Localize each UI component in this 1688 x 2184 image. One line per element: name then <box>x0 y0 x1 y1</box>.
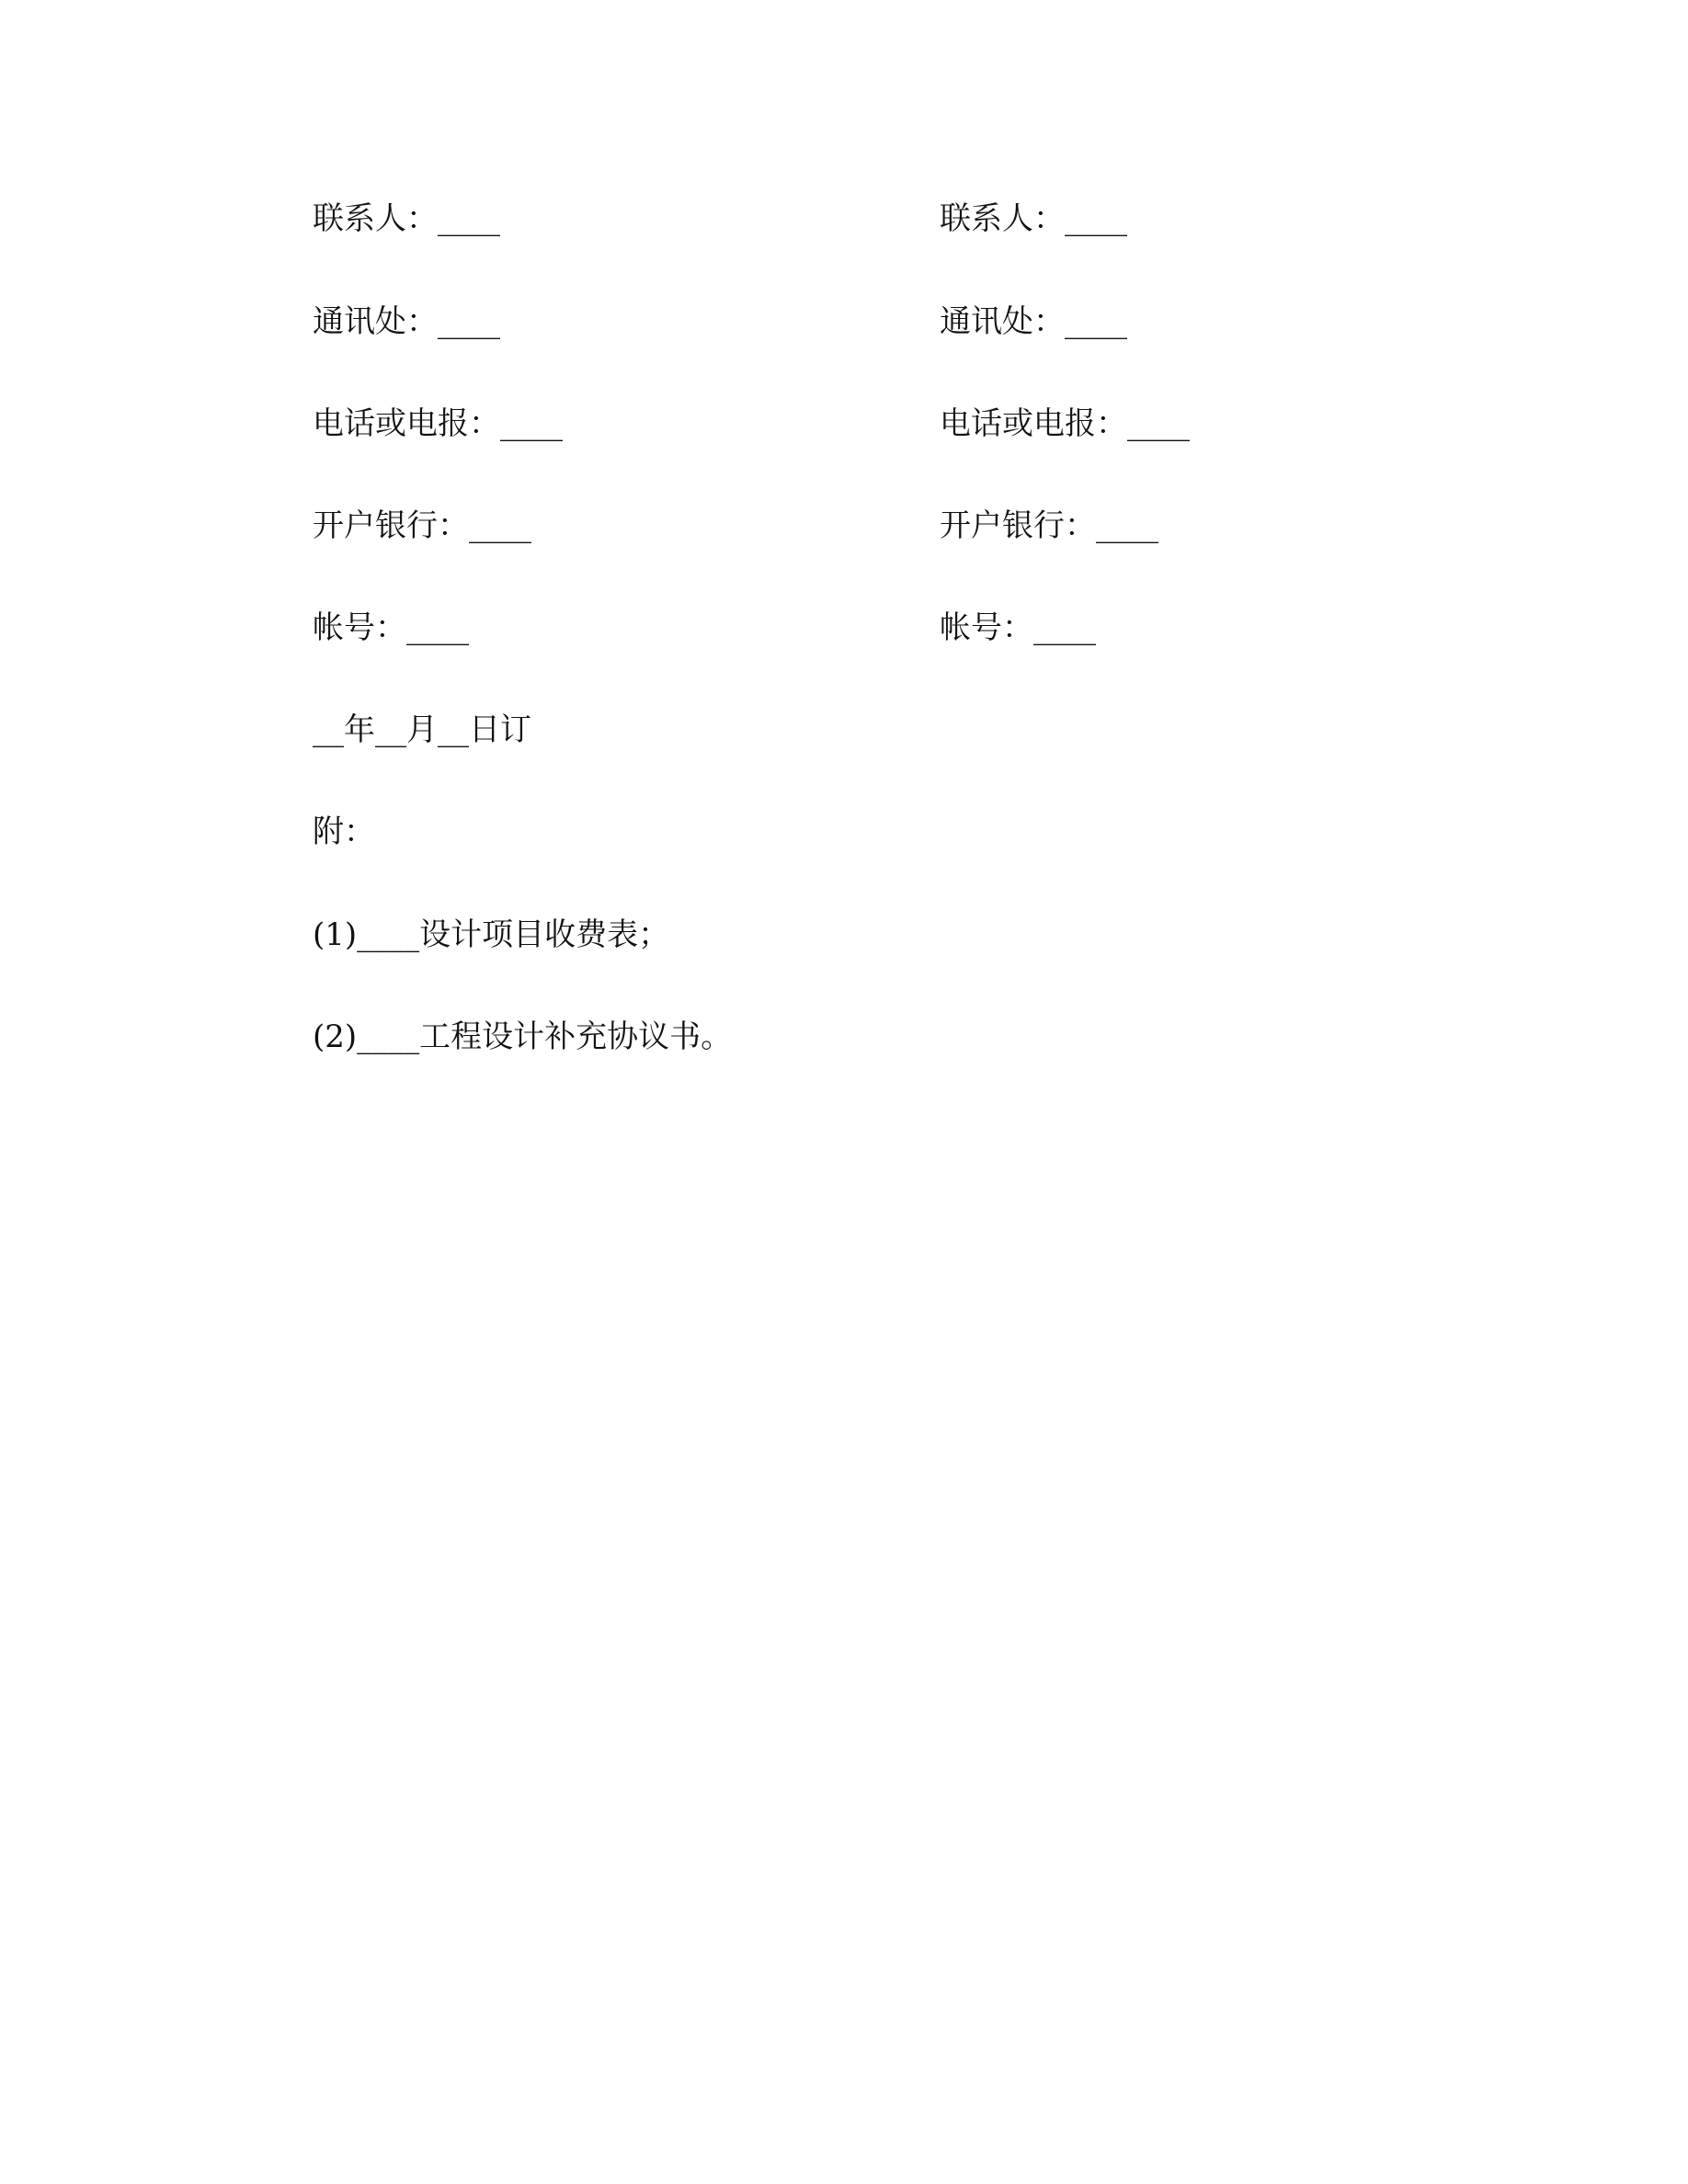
left-contact: 联系人：____ <box>313 200 500 237</box>
right-contact: 联系人：____ <box>940 200 1127 237</box>
attachment-item-1: (1)____设计项目收费表； <box>313 916 670 953</box>
right-bank: 开户银行：____ <box>940 507 1158 544</box>
date-line: __年__月__日订 <box>313 711 531 748</box>
right-address: 通讯处：____ <box>940 303 1127 340</box>
attachment-item-2: (2)____工程设计补充协议书。 <box>313 1018 733 1055</box>
left-account: 帐号：____ <box>313 609 469 646</box>
attachments-heading: 附： <box>313 813 375 850</box>
right-phone: 电话或电报：____ <box>940 405 1190 442</box>
right-account: 帐号：____ <box>940 609 1096 646</box>
left-address: 通讯处：____ <box>313 303 500 340</box>
left-bank: 开户银行：____ <box>313 507 531 544</box>
left-phone: 电话或电报：____ <box>313 405 563 442</box>
